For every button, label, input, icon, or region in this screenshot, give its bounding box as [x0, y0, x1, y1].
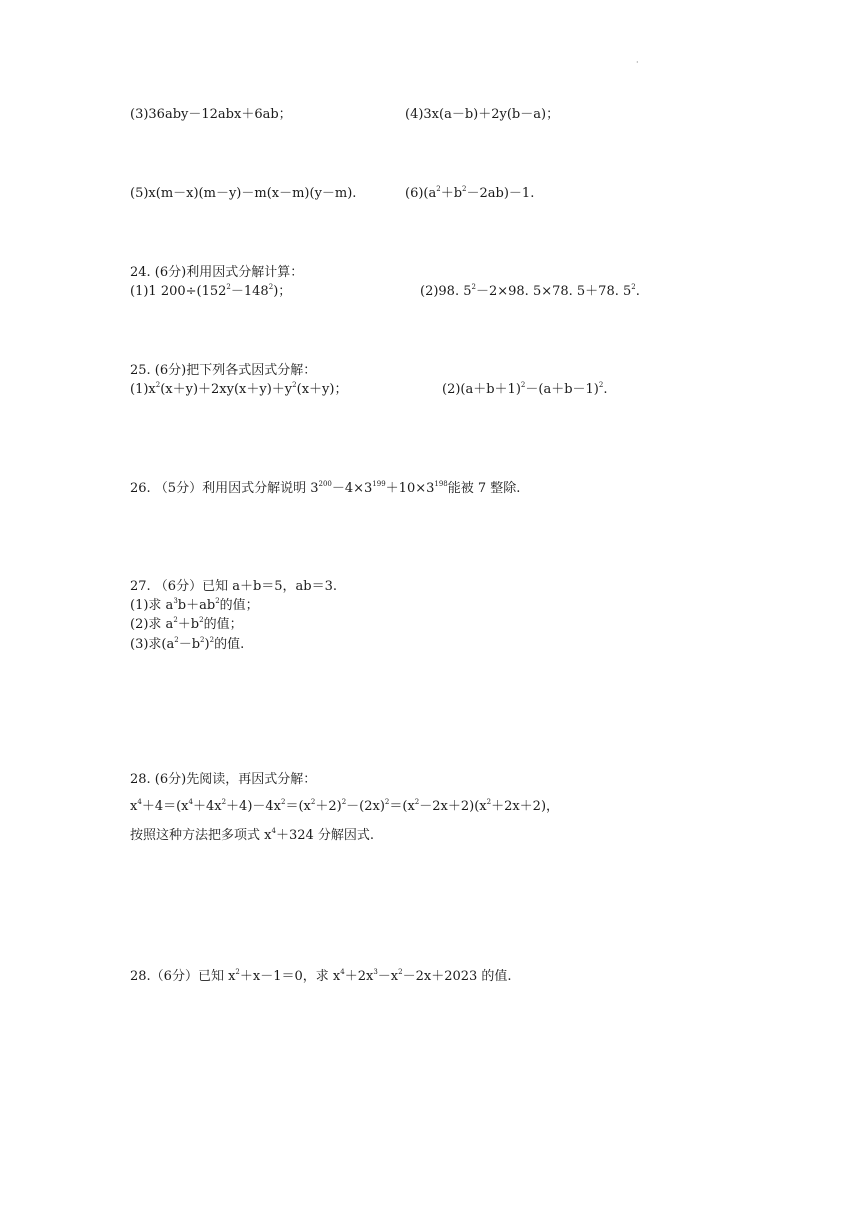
problem-23-part-5: (5)x(m－x)(m－y)－m(x－m)(y－m).: [130, 186, 357, 201]
problem-25-part-1: $(1)x^2(x+y)+2xy(x+y)+y^2(x+y)$；: [130, 381, 348, 397]
corner-mark: ·: [636, 58, 639, 67]
problem-28b: 28.（6分）已知 $x^2+x-1=0$，求 $x^4+2x^3-x^2-2x+2023$ 的值.: [130, 968, 512, 984]
problem-27-part-2: (2)求 $a^2+b^2$的值；: [130, 616, 243, 632]
problem-24-part-1: (1)1 $200\div(152^2-148^2)$；: [130, 283, 292, 299]
problem-24-title: 24. (6分)利用因式分解计算：: [130, 265, 304, 280]
problem-26: 26. （5分）利用因式分解说明 $3^{200}-4\times 3^{199}+10\times 3^{198}$能被 7 整除.: [130, 480, 521, 496]
problem-28a-title: 28. (6分)先阅读，再因式分解：: [130, 772, 317, 787]
problem-25-part-2: $(2)(a+b+1)^2-(a+b-1)^2$.: [442, 381, 608, 397]
problem-27-part-1: (1)求 $a^3b+ab^2$的值；: [130, 597, 259, 613]
problem-27-title: 27. （6分）已知 a＋b＝5，ab＝3.: [130, 579, 338, 594]
problem-28a-task: 按照这种方法把多项式 $x^4+324$ 分解因式.: [130, 827, 375, 843]
problem-23-part-3: (3)36aby－12abx＋6ab；: [130, 107, 292, 122]
problem-23-part-4: (4)3x(a－b)＋2y(b－a)；: [405, 107, 560, 122]
problem-25-title: 25. (6分)把下列各式因式分解：: [130, 363, 317, 378]
problem-27-part-3: (3)求$(a^2-b^2)^2$的值.: [130, 636, 245, 652]
problem-24-part-2: (2)98. $5^2-2\times 98$. 5×78. 5＋78. $5^2$.: [420, 283, 640, 299]
problem-23-part-6: $(6)(a^2+b^2-2ab)-1$.: [405, 185, 535, 201]
problem-28a-example: $x^4+4=(x^4+4x^2+4)-4x^2=(x^2+2)^2-(2x)^2=(x^2-2x+2)(x^2+2x+2)$，: [130, 798, 560, 814]
